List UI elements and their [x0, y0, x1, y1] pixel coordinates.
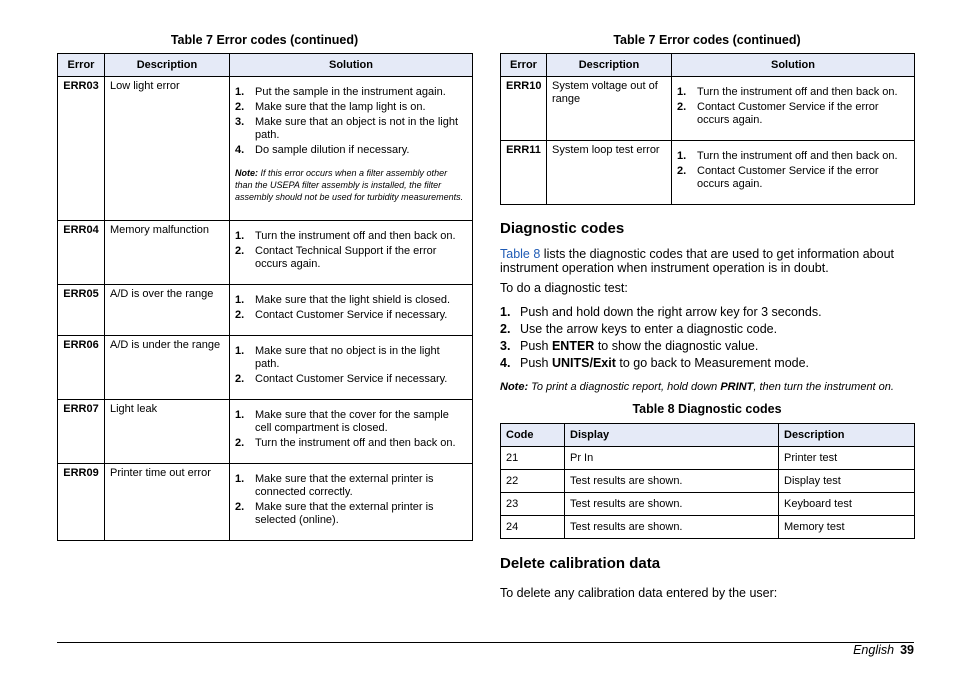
step-number: 1. [235, 345, 245, 357]
note-text-bold: PRINT [720, 381, 754, 393]
step-text: Make sure that an object is not in the light path. [255, 116, 459, 141]
error-description: System loop test error [547, 141, 672, 205]
step-text: Turn the instrument off and then back on. [697, 150, 898, 162]
table-row [501, 447, 915, 470]
step-number: 1. [235, 86, 245, 98]
step-text: Contact Customer Service if the error occurs again. [697, 101, 879, 126]
step-number: 3. [500, 339, 511, 353]
diagnostic-intro [500, 247, 914, 275]
step-text: Use the arrow keys to enter a diagnostic code. [520, 322, 778, 336]
solution-list [677, 86, 909, 127]
step-text: Contact Customer Service if the error occurs again. [697, 165, 879, 190]
error-solution [230, 336, 473, 400]
page-number: 39 [900, 643, 914, 657]
note-text-pre: To print a diagnostic report, hold down [528, 381, 721, 393]
solution-step [235, 230, 467, 243]
step-number: 1. [677, 150, 687, 162]
solution-step [677, 86, 909, 99]
step-number: 2. [235, 245, 245, 257]
col-header-solution: Solution [230, 54, 473, 77]
diagnostic-note [500, 381, 894, 393]
error-code: ERR11 [501, 141, 547, 205]
step-text: Turn the instrument off and then back on. [697, 86, 898, 98]
footer-language: English [853, 643, 895, 657]
step-text: Put the sample in the instrument again. [255, 86, 446, 98]
error-solution [230, 285, 473, 336]
step-text: Turn the instrument off and then back on. [255, 230, 456, 242]
diagnostic-todo: To do a diagnostic test: [500, 281, 628, 295]
step-text: Make sure that the lamp light is on. [255, 101, 426, 113]
diagnostic-codes-heading: Diagnostic codes [500, 220, 625, 237]
table-row [58, 221, 473, 285]
solution-step [677, 150, 909, 163]
col-header-display: Display [565, 424, 779, 447]
diag-code: 23 [501, 493, 565, 516]
step-number: 1. [235, 409, 245, 421]
diagnostic-step [500, 321, 914, 338]
error-codes-table-left [57, 53, 473, 541]
step-text: Make sure that the light shield is closed. [255, 294, 451, 306]
diag-display: Test results are shown. [565, 493, 779, 516]
table-row [58, 285, 473, 336]
error-description: Printer time out error [105, 464, 230, 541]
step-text: Turn the instrument off and then back on. [255, 437, 456, 449]
error-solution [230, 77, 473, 221]
step-text: Make sure that no object is in the light path. [255, 345, 440, 370]
diag-code: 21 [501, 447, 565, 470]
diagnostic-table-caption: Table 8 Diagnostic codes [632, 402, 782, 416]
diagnostic-codes-table [500, 423, 915, 539]
footer-rule [57, 642, 914, 643]
col-header-description: Description [779, 424, 915, 447]
error-solution [230, 400, 473, 464]
step-key: UNITS/Exit [551, 356, 616, 370]
error-description: System voltage out of range [547, 77, 672, 141]
note-text: If this error occurs when a filter assembly other than the USEPA filter assembly is installed, the filter assembly should not be used for turbidity measurements. [235, 168, 464, 202]
step-number: 1. [677, 86, 687, 98]
error-code: ERR10 [501, 77, 547, 141]
solution-note [235, 167, 467, 203]
table-row [501, 493, 915, 516]
error-solution [672, 77, 915, 141]
step-number: 2. [235, 501, 245, 513]
diag-description: Display test [779, 470, 915, 493]
step-text: Make sure that the external printer is selected (online). [255, 501, 434, 526]
step-number: 4. [500, 356, 511, 370]
step-text: Make sure that the external printer is connected correctly. [255, 473, 434, 498]
table-row [58, 336, 473, 400]
error-description: A/D is under the range [105, 336, 230, 400]
solution-step [235, 86, 467, 99]
right-table-caption: Table 7 Error codes (continued) [613, 33, 801, 47]
step-key: ENTER [551, 339, 595, 353]
step-number: 2. [500, 322, 511, 336]
error-solution [672, 141, 915, 205]
error-description: Low light error [105, 77, 230, 221]
error-description: A/D is over the range [105, 285, 230, 336]
error-code: ERR06 [58, 336, 105, 400]
step-number: 1. [235, 230, 245, 242]
diagnostic-step [500, 304, 914, 321]
solution-list [235, 294, 467, 322]
solution-step [235, 437, 467, 450]
diag-display: Pr In [565, 447, 779, 470]
delete-calibration-text: To delete any calibration data entered by the user: [500, 586, 778, 600]
footer [853, 643, 914, 657]
step-text: Contact Technical Support if the error occurs again. [255, 245, 437, 270]
error-code: ERR09 [58, 464, 105, 541]
step-number: 2. [235, 437, 245, 449]
diag-description: Memory test [779, 516, 915, 539]
step-number: 1. [235, 294, 245, 306]
intro-text: lists the diagnostic codes that are used to get information about instrument operation when instrument operation is in doubt. [500, 247, 894, 275]
error-code: ERR07 [58, 400, 105, 464]
diag-code: 22 [501, 470, 565, 493]
error-code: ERR04 [58, 221, 105, 285]
error-description: Memory malfunction [105, 221, 230, 285]
solution-list [235, 345, 467, 386]
step-text: Do sample dilution if necessary. [255, 144, 410, 156]
step-number: 4. [235, 144, 245, 156]
table-row [501, 141, 915, 205]
diagnostic-steps [500, 304, 914, 372]
step-number: 1. [500, 305, 511, 319]
error-codes-table-right [500, 53, 915, 205]
col-header-error: Error [58, 54, 105, 77]
step-number: 2. [677, 101, 687, 113]
col-header-solution: Solution [672, 54, 915, 77]
diagnostic-step [500, 355, 914, 372]
solution-step [235, 245, 467, 271]
solution-step [235, 501, 467, 527]
note-label: Note: [235, 168, 258, 178]
solution-list [677, 150, 909, 191]
error-code: ERR03 [58, 77, 105, 221]
error-solution [230, 464, 473, 541]
solution-step [677, 165, 909, 191]
table-row [58, 400, 473, 464]
diagnostic-step [500, 338, 914, 355]
solution-step [235, 294, 467, 307]
solution-step [235, 116, 467, 142]
diag-code: 24 [501, 516, 565, 539]
step-number: 2. [677, 165, 687, 177]
step-number: 2. [235, 309, 245, 321]
step-text: Push [520, 339, 552, 353]
error-solution [230, 221, 473, 285]
solution-list [235, 409, 467, 450]
step-text: Contact Customer Service if necessary. [255, 373, 448, 385]
table-row [501, 77, 915, 141]
diag-description: Printer test [779, 447, 915, 470]
step-text: Make sure that the cover for the sample cell compartment is closed. [255, 409, 449, 434]
step-text: Push and hold down the right arrow key for 3 seconds. [520, 305, 822, 319]
step-text: Push [520, 356, 552, 370]
solution-step [235, 473, 467, 499]
diag-display: Test results are shown. [565, 470, 779, 493]
note-label: Note: [500, 381, 529, 393]
left-table-caption: Table 7 Error codes (continued) [170, 33, 359, 47]
solution-list [235, 473, 467, 527]
solution-step [235, 345, 467, 371]
table-row [58, 77, 473, 221]
solution-list [235, 230, 467, 271]
col-header-description: Description [105, 54, 230, 77]
step-text-post: to go back to Measurement mode. [615, 356, 810, 370]
diag-display: Test results are shown. [565, 516, 779, 539]
diag-description: Keyboard test [779, 493, 915, 516]
col-header-description: Description [547, 54, 672, 77]
col-header-code: Code [501, 424, 565, 447]
delete-calibration-heading: Delete calibration data [500, 555, 661, 572]
solution-step [235, 144, 467, 157]
solution-list [235, 86, 467, 157]
solution-step [677, 101, 909, 127]
error-code: ERR05 [58, 285, 105, 336]
step-number: 2. [235, 373, 245, 385]
solution-step [235, 101, 467, 114]
table-row [58, 464, 473, 541]
col-header-error: Error [501, 54, 547, 77]
step-text: Contact Customer Service if necessary. [255, 309, 448, 321]
solution-step [235, 309, 467, 322]
step-number: 2. [235, 101, 245, 113]
error-description: Light leak [105, 400, 230, 464]
note-text-post: , then turn the instrument on. [753, 381, 894, 393]
solution-step [235, 409, 467, 435]
table-8-link[interactable]: Table 8 [500, 247, 541, 261]
step-number: 3. [235, 116, 245, 128]
table-row [501, 470, 915, 493]
solution-step [235, 373, 467, 386]
table-row [501, 516, 915, 539]
step-number: 1. [235, 473, 245, 485]
step-text-post: to show the diagnostic value. [594, 339, 759, 353]
